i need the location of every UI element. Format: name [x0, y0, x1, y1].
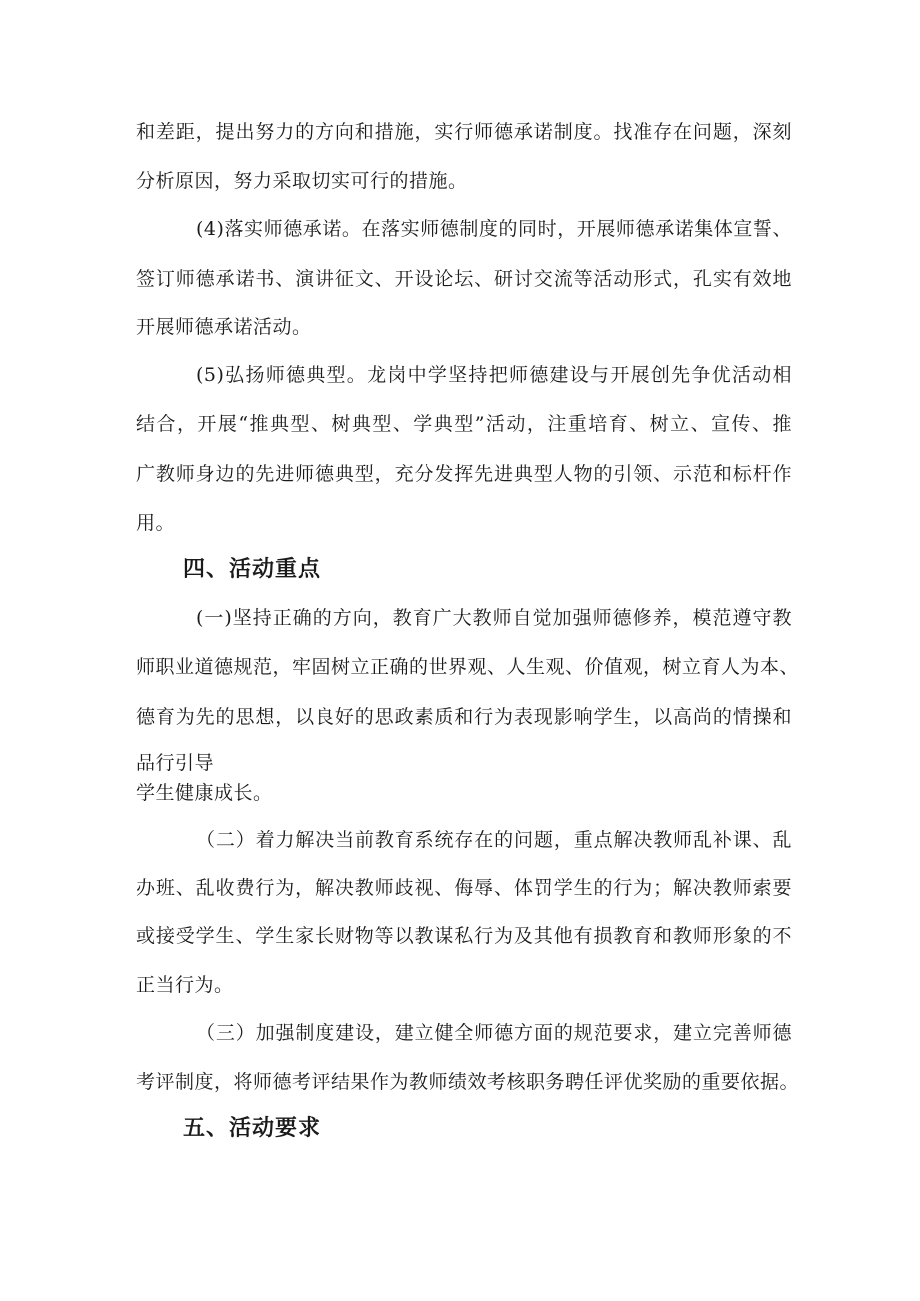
- focus1-line-5: 学生健康成长。: [136, 782, 273, 804]
- item4-line-2: 签订师德承诺书、演讲征文、开设论坛、研讨交流等活动形式，孔实有效地: [136, 268, 792, 290]
- item4-line-3: 开展师德承诺活动。: [136, 316, 312, 338]
- focus3-line-2: 考评制度，将师德考评结果作为教师绩效考核职务聘任评优奖励的重要依据。: [136, 1071, 800, 1093]
- intro-line-1: 和差距，提出努力的方向和措施，实行师德承诺制度。找准存在问题，深刻: [136, 121, 792, 143]
- focus1-line-2: 师职业道德规范，牢固树立正确的世界观、人生观、价值观，树立育人为本、: [136, 656, 800, 678]
- section-heading-4: 四、活动重点: [183, 557, 322, 582]
- item5-line-2: 结合，开展“推典型、树典型、学典型”活动，注重培育、树立、宣传、推: [136, 413, 792, 435]
- item4-line-1: (4)落实师德承诺。在落实师德制度的同时，开展师德承诺集体宣誓、: [196, 218, 792, 240]
- focus1-line-3: 德育为先的思想，以良好的思政素质和行为表现影响学生，以高尚的情操和: [136, 706, 792, 728]
- intro-line-2: 分析原因，努力采取切实可行的措施。: [136, 170, 468, 192]
- focus2-line-1: （二）着力解决当前教育系统存在的问题，重点解决教师乱补课、乱: [196, 829, 792, 851]
- item5-line-4: 用。: [136, 512, 176, 534]
- focus2-line-3: 或接受学生、学生家长财物等以教谋私行为及其他有损教育和教师形象的不: [136, 925, 792, 947]
- item5-line-1: (5)弘扬师德典型。龙岗中学坚持把师德建设与开展创先争优活动相: [196, 364, 792, 386]
- item5-line-3: 广教师身边的先进师德典型，充分发挥先进典型人物的引领、示范和标杆作: [136, 463, 792, 485]
- focus3-line-1: （三）加强制度建设，建立健全师德方面的规范要求，建立完善师德: [196, 1022, 792, 1044]
- focus2-line-2: 办班、乱收费行为，解决教师歧视、侮辱、体罚学生的行为；解决教师索要: [136, 877, 792, 899]
- focus1-line-4: 品行引导: [136, 752, 215, 774]
- focus2-line-4: 正当行为。: [136, 974, 234, 996]
- focus1-line-1: (一)坚持正确的方向，教育广大教师自觉加强师德修养，模范遵守教: [196, 607, 792, 629]
- section-heading-5: 五、活动要求: [183, 1116, 322, 1141]
